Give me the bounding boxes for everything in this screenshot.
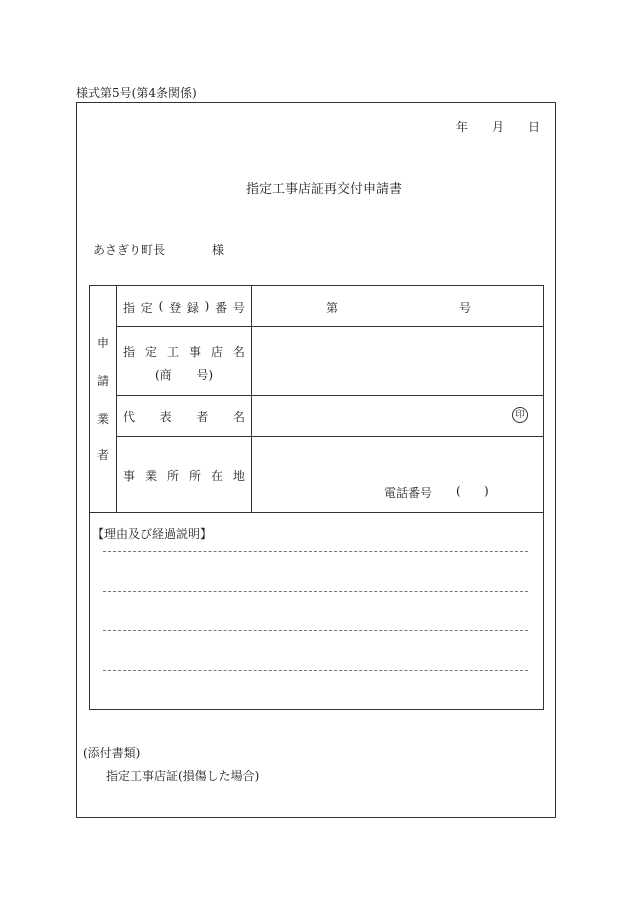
reason-line-3 (103, 630, 528, 631)
date-year: 年 (456, 120, 469, 134)
attachments-heading: (添付書類) (83, 746, 141, 760)
trade-name-label (155, 366, 213, 383)
label-char: 名 (232, 345, 245, 359)
label-char: 所 (166, 469, 179, 483)
label-char: (商 (155, 368, 172, 382)
label-char: 在 (210, 469, 223, 483)
form-label: 様式第5号(第4条関係) (76, 86, 197, 100)
label-char: 定 (140, 301, 153, 315)
store-name-label (123, 343, 245, 360)
label-char: 店 (210, 345, 223, 359)
table-row-divider-1 (116, 326, 544, 327)
label-char: 録 (186, 301, 199, 315)
applicant-char-2: 請 (96, 374, 109, 388)
phone-label: 電話番号 (384, 486, 433, 500)
reason-line-1 (103, 551, 528, 552)
label-char: 所 (188, 469, 201, 483)
addressee-name: あさぎり町長 (93, 243, 166, 257)
reason-line-4 (103, 670, 528, 671)
label-char: 者 (196, 410, 209, 424)
label-char: 工 (166, 345, 179, 359)
label-char: 地 (232, 469, 245, 483)
table-row-divider-4 (89, 512, 544, 513)
applicant-char-3: 業 (96, 412, 109, 426)
seal-mark: 印 (512, 407, 528, 423)
phone-open-paren: ( (456, 484, 461, 498)
addressee-honorific: 様 (212, 243, 225, 257)
label-char: 事 (188, 345, 201, 359)
label-char: 指 (123, 345, 136, 359)
label-char: 定 (144, 345, 157, 359)
table-row-divider-2 (116, 395, 544, 396)
registration-number-prefix: 第 (326, 301, 339, 315)
table-row-divider-3 (116, 436, 544, 437)
registration-number-label (123, 299, 245, 316)
label-char: 表 (159, 410, 172, 424)
phone-close-paren: ) (484, 484, 489, 498)
applicant-char-1: 申 (96, 336, 109, 350)
label-char: 名 (232, 410, 245, 424)
applicant-char-4: 者 (96, 448, 109, 462)
reason-heading: 【理由及び経過説明】 (92, 527, 213, 541)
document-title: 指定工事店証再交付申請書 (246, 182, 403, 197)
label-char: ) (204, 299, 210, 313)
label-char: 号 (232, 301, 245, 315)
label-char: 指 (123, 301, 136, 315)
label-char: 事 (123, 469, 136, 483)
label-char: 番 (215, 301, 228, 315)
label-char: ( (158, 299, 164, 313)
attachments-item: 指定工事店証(損傷した場合) (106, 769, 260, 783)
label-char: 代 (123, 410, 136, 424)
table-col-divider-1 (116, 285, 117, 512)
label-char: 号) (196, 368, 213, 382)
office-address-label (123, 467, 245, 484)
registration-number-suffix: 号 (459, 301, 472, 315)
label-char: 業 (144, 469, 157, 483)
reason-line-2 (103, 591, 528, 592)
label-char: 登 (169, 301, 182, 315)
representative-label (123, 408, 245, 425)
table-col-divider-2 (251, 285, 252, 512)
date-day: 日 (528, 120, 541, 134)
date-month: 月 (492, 120, 505, 134)
